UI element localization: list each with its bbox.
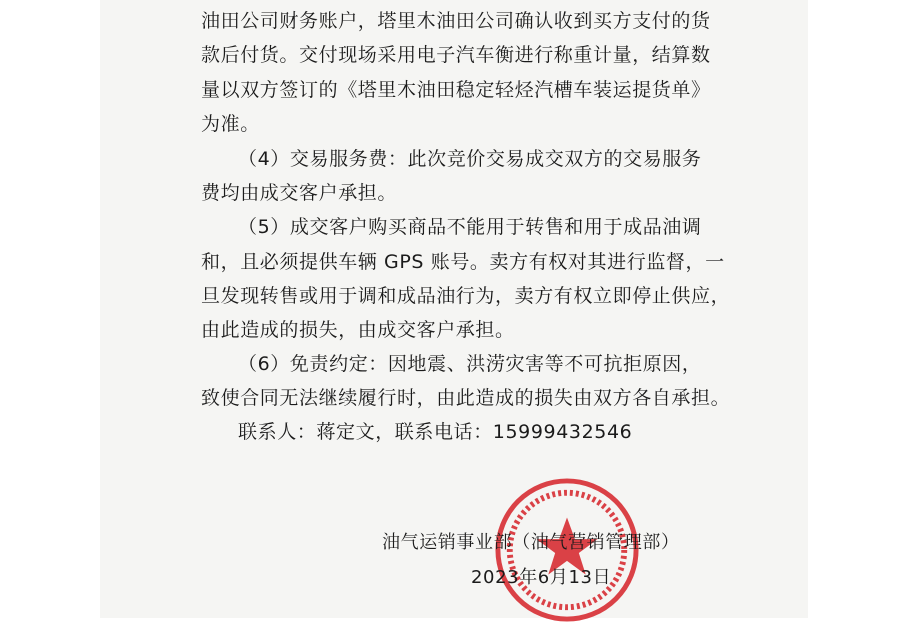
issue-date: 2023年6月13日 xyxy=(471,567,612,588)
body-line-12: 致使合同无法继续履行时，由此造成的损失由双方各自承担。 xyxy=(201,387,731,409)
body-line-8: 和，且必须提供车辆 GPS 账号。卖方有权对其进行监督，一 xyxy=(201,251,725,273)
body-line-4: 为准。 xyxy=(201,113,260,135)
body-line-3: 量以双方签订的《塔里木油田稳定轻烃汽槽车装运提货单》 xyxy=(201,79,711,101)
contact-line: 联系人：蒋定文，联系电话：15999432546 xyxy=(238,421,633,443)
body-line-10: 由此造成的损失，由成交客户承担。 xyxy=(201,319,515,341)
body-line-5: （4）交易服务费：此次竞价交易成交双方的交易服务 xyxy=(238,148,702,170)
body-line-1: 油田公司财务账户，塔里木油田公司确认收到买方支付的货 xyxy=(201,10,711,32)
body-line-7: （5）成交客户购买商品不能用于转售和用于成品油调 xyxy=(238,216,702,238)
body-line-9: 旦发现转售或用于调和成品油行为，卖方有权立即停止供应， xyxy=(201,285,731,307)
body-line-11: （6）免责约定：因地震、洪涝灾害等不可抗拒原因， xyxy=(238,353,702,375)
body-line-6: 费均由成交客户承担。 xyxy=(201,182,398,204)
issuing-department: 油气运销事业部（油气营销管理部） xyxy=(382,532,680,553)
body-line-2: 款后付货。交付现场采用电子汽车衡进行称重计量，结算数 xyxy=(201,44,711,66)
